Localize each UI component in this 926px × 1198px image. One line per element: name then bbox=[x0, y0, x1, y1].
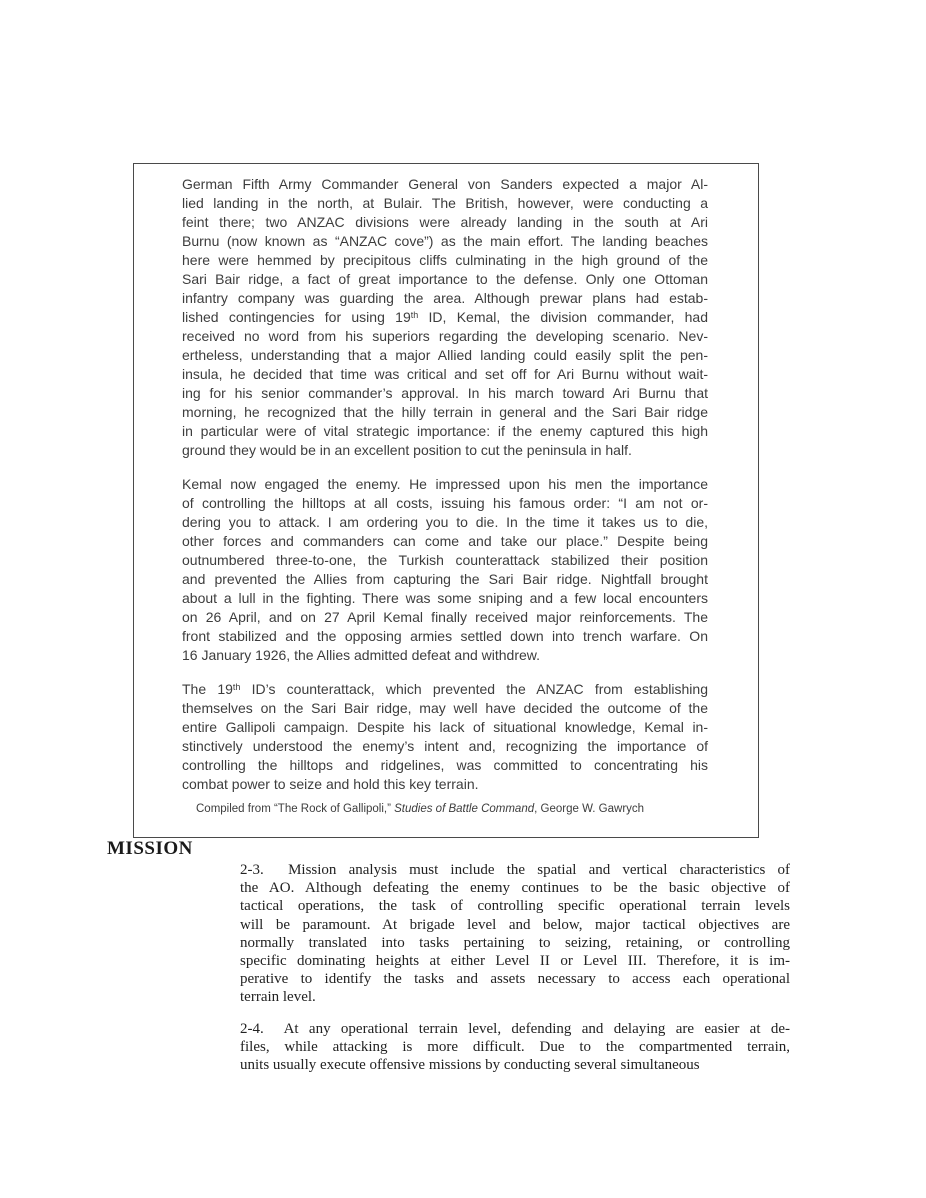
text-line: in particular were of vital strategic importance: if the enemy captured this high bbox=[182, 423, 708, 439]
paragraph bbox=[240, 1020, 790, 1075]
text-line: lished contingencies for using 19th ID, Kemal, the division commander, had bbox=[182, 309, 708, 325]
superscript: th bbox=[232, 682, 241, 692]
text-line: Kemal now engaged the enemy. He impressed upon his men the importance bbox=[182, 476, 708, 492]
text-line: terrain level. bbox=[240, 989, 316, 1006]
text-line: 2-3. Mission analysis must include the spatial and vertical characteristics of bbox=[240, 862, 790, 878]
text-line: the AO. Although defeating the enemy continues to be the basic objective of bbox=[240, 880, 790, 897]
text-line: 2-4. At any operational terrain level, defending and delaying are easier at de- bbox=[240, 1020, 790, 1037]
text-line: Burnu (now known as “ANZAC cove”) as the main effort. The landing beaches bbox=[182, 233, 708, 249]
text-line: Sari Bair ridge, a fact of great importance to the defense. Only one Ottoman bbox=[182, 271, 708, 287]
text-line: here were hemmed by precipitous cliffs culminating in the high ground of the bbox=[182, 252, 708, 268]
text-line: ground they would be in an excellent position to cut the peninsula in half. bbox=[182, 442, 632, 458]
text-line: outnumbered three-to-one, the Turkish counterattack stabilized their position bbox=[182, 552, 708, 568]
source-attribution bbox=[196, 802, 708, 817]
text-line: themselves on the Sari Bair ridge, may well have decided the outcome of the bbox=[182, 700, 708, 716]
text-line: ing for his senior commander’s approval. In his march toward Ari Burnu that bbox=[182, 385, 708, 401]
text-line: will be paramount. At brigade level and below, major tactical objectives are bbox=[240, 916, 790, 933]
text-line: 16 January 1926, the Allies admitted defeat and withdrew. bbox=[182, 647, 541, 663]
attribution-suffix: , George W. Gawrych bbox=[534, 803, 645, 815]
paragraph bbox=[182, 475, 708, 665]
text-line: perative to identify the tasks and assets necessary to access each operational bbox=[240, 971, 790, 988]
text-line: specific dominating heights at either Level II or Level III. Therefore, it is im- bbox=[240, 953, 790, 970]
text-line: and prevented the Allies from capturing the Sari Bair ridge. Nightfall brought bbox=[182, 571, 708, 587]
text-line: lied landing in the north, at Bulair. The British, however, were conducting a bbox=[182, 195, 708, 211]
text-line: dering you to attack. I am ordering you to die. In the time it takes us to die, bbox=[182, 514, 708, 530]
text-line: files, while attacking is more difficult. Due to the compartmented terrain, bbox=[240, 1038, 790, 1055]
excerpt-paragraphs bbox=[182, 175, 708, 794]
text-line: controlling the hilltops and ridgelines, was committed to concentrating his bbox=[182, 757, 708, 773]
text-line: units usually execute offensive missions by conducting several simultaneous bbox=[240, 1057, 700, 1074]
text-line: entire Gallipoli campaign. Despite his lack of situational knowledge, Kemal in- bbox=[182, 719, 708, 735]
text-line: about a lull in the fighting. There was some sniping and a few local encounters bbox=[182, 590, 708, 606]
text-line: other forces and commanders can come and take our place.” Despite being bbox=[182, 533, 708, 549]
text-line: The 19th ID’s counterattack, which prevented the ANZAC from establishing bbox=[182, 681, 708, 697]
mission-heading: MISSION bbox=[107, 838, 193, 859]
attribution-title-italic: Studies of Battle Command bbox=[394, 803, 535, 815]
text-line: German Fifth Army Commander General von Sanders expected a major Al- bbox=[182, 176, 708, 192]
text-line: on 26 April, and on 27 April Kemal finally received major reinforcements. The bbox=[182, 609, 708, 625]
text-line: infantry company was guarding the area. Although prewar plans had estab- bbox=[182, 290, 708, 306]
paragraph bbox=[240, 861, 790, 1007]
text-line: of controlling the hilltops at all costs, issuing his famous order: “I am not or- bbox=[182, 495, 708, 511]
text-line: morning, he recognized that the hilly terrain in general and the Sari Bair ridge bbox=[182, 404, 708, 420]
text-line: insula, he decided that time was critical and set off for Ari Burnu without wait- bbox=[182, 366, 708, 382]
paragraph bbox=[182, 680, 708, 794]
text-line: front stabilized and the opposing armies settled down into trench warfare. On bbox=[182, 628, 708, 644]
gallipoli-excerpt-box bbox=[133, 163, 759, 838]
text-line: feint there; two ANZAC divisions were already landing in the south at Ari bbox=[182, 214, 708, 230]
text-line: ertheless, understanding that a major Allied landing could easily split the pen- bbox=[182, 347, 708, 363]
text-line: tactical operations, the task of controlling specific operational terrain levels bbox=[240, 898, 790, 915]
mission-body bbox=[240, 861, 790, 1074]
text-line: stinctively understood the enemy’s intent and, recognizing the importance of bbox=[182, 738, 708, 754]
attribution-prefix: Compiled from “The Rock of Gallipoli,” bbox=[196, 803, 395, 815]
text-line: combat power to seize and hold this key terrain. bbox=[182, 776, 479, 792]
paragraph bbox=[182, 175, 708, 460]
superscript: th bbox=[410, 310, 419, 320]
text-line: received no word from his superiors regarding the developing scenario. Nev- bbox=[182, 328, 708, 344]
text-line: normally translated into tasks pertaining to seizing, retaining, or controlling bbox=[240, 934, 790, 951]
